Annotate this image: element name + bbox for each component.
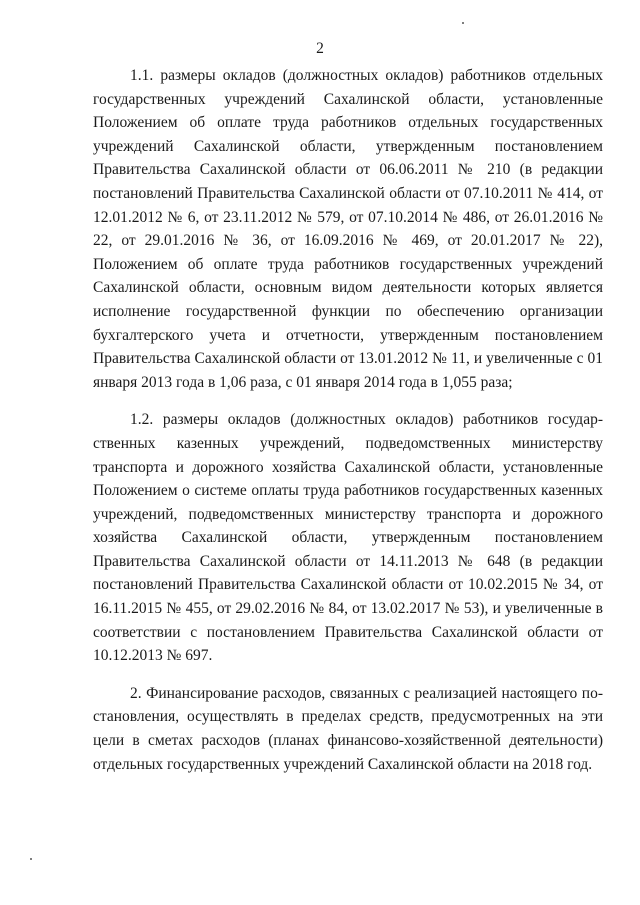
paragraph-2: 2. Финансирование расходов, связанных с реализацией настоящего постановления, осуществлять в пределах средств, предусмотренных на эти цели в сметах расходов (планах финансово-хозяйственной деятельности) отдельных государственных учреждений Сахалинской области на 2018 год.	[93, 684, 603, 773]
scan-speck	[30, 858, 32, 860]
paragraph-1-1: 1.1. размеры окладов (должностных окладов) работников отдельных государственных учреждений Сахалинской области, установленные Положением об оплате труда работников отдельных государственных учреждений Сахалинской области, утвержденным постановлением Правительства Сахалинской области от 06.06.2011 № 210 (в редакции постановлений Правительства Сахалинской области от 07.10.2011 № 414, от 12.01.2012 № 6, от 23.11.2012 № 579, от 07.10.2014 № 486, от 26.01.2016 № 22, от 29.01.2016 № 36, от 16.09.2016 № 469, от 20.01.2017 № 22), Положением об оплате труда работников государственных учреждений Сахалинской области, основным видом деятельности которых является исполнение государственной функции по обеспечению организации бухгалтерского учета и отчетности, утвержденным постановлением Правительства Сахалинской области от 13.01.2012 № 11, и увеличенные с 01 января 2013 года в 1,06 раза, с 01 января 2014 года в 1,055 раза;	[93, 67, 603, 391]
paragraph-1-2: 1.2. размеры окладов (должностных окладов) работников государственных казенных учреждений, подведомственных министерству транспорта и дорожного хозяйства Сахалинской области, установленные Положением о системе оплаты труда работников государственных казенных учреждений, подведомственных министерству транспорта и дорожного хозяйства Сахалинской области, утвержденным постановлением Правительства Сахалинской области от 14.11.2013 № 648 (в редакции постановлений Правительства Сахалинской области от 10.02.2015 № 34, от 16.11.2015 № 455, от 29.02.2016 № 84, от 13.02.2017 № 53), и увеличенные в соответствии с постановлением Правительства Сахалинской области от 10.12.2013 № 697.	[93, 411, 603, 665]
page-number: 2	[316, 40, 324, 57]
document-body	[93, 64, 603, 776]
scan-speck	[462, 22, 464, 24]
